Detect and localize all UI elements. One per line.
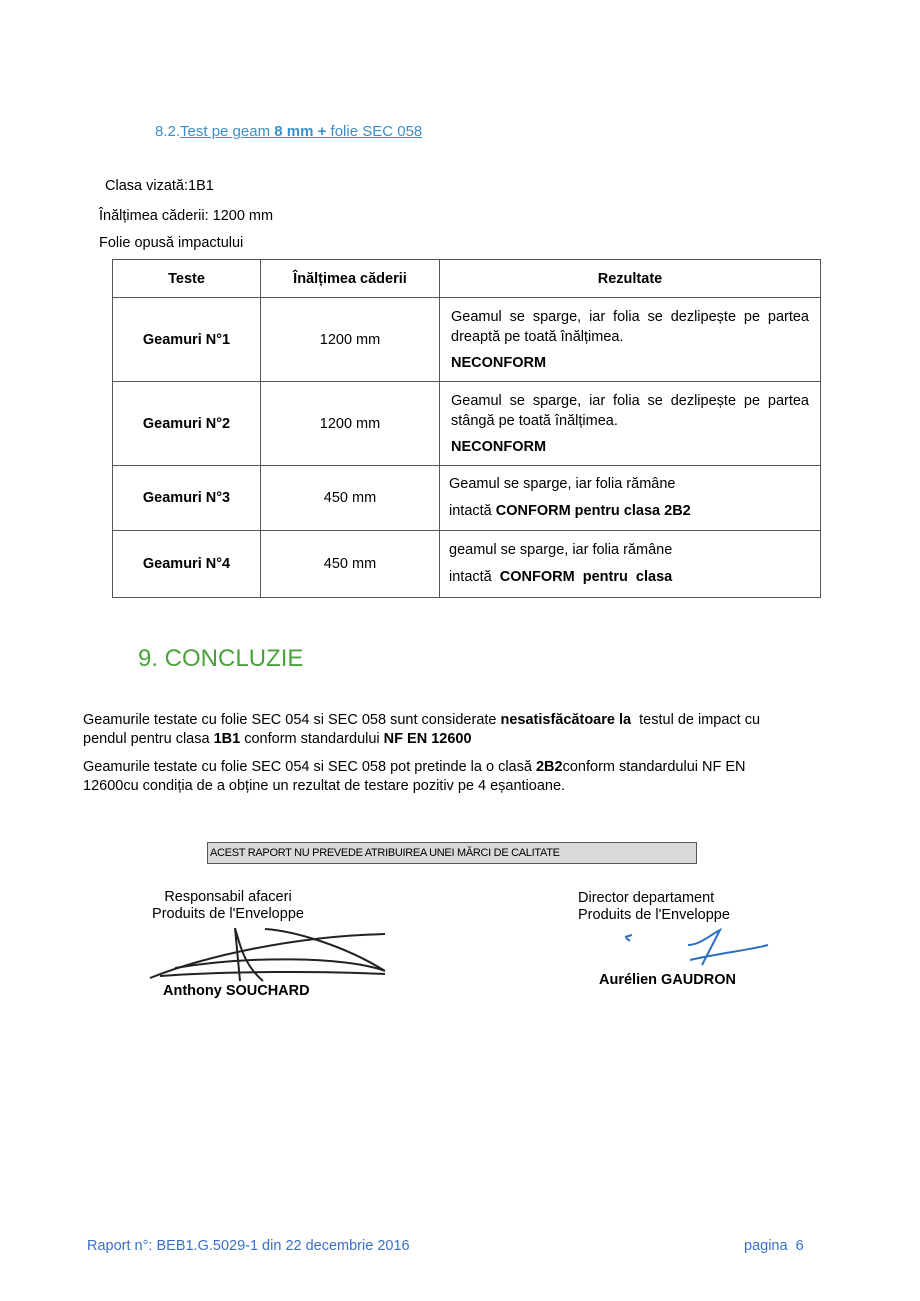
cell-test: Geamuri N°3 <box>113 466 261 531</box>
conclusion-paragraph-2: Geamurile testate cu folie SEC 054 si SEC 058 pot pretinde la o clasă 2B2conform standardului NF EN 12600cu condiția de a obține un rezultat de testare pozitiv pe 4 eșantioane. <box>83 759 746 794</box>
cell-result: Geamul se sparge, iar folia se dezlipește pe partea dreaptă pe toată înălțimea. NECONFORM <box>440 298 821 382</box>
signature-left-image <box>145 926 390 984</box>
signature-right-image <box>620 925 770 970</box>
drop-height: Înălțimea căderii: 1200 mm <box>99 208 274 224</box>
cell-result: geamul se sparge, iar folia rămâne intactă CONFORM pentru clasa <box>440 531 821 598</box>
quality-mark-notice: ACEST RAPORT NU PREVEDE ATRIBUIREA UNEI MĂRCI DE CALITATE <box>207 842 697 864</box>
signer-name-left: Anthony SOUCHARD <box>163 983 310 999</box>
footer-page-number: pagina 6 <box>744 1238 804 1254</box>
results-table <box>112 259 821 598</box>
cell-height: 1200 mm <box>261 382 440 466</box>
header-results: Rezultate <box>440 260 821 298</box>
conclusion-heading: 9. CONCLUZIE <box>138 645 304 672</box>
section-heading <box>155 123 422 140</box>
signer-name-right: Aurélien GAUDRON <box>599 972 736 988</box>
table-row <box>113 531 821 598</box>
table-row <box>113 466 821 531</box>
signer-department: Produits de l'Enveloppe <box>578 907 730 923</box>
signer-role: Director departament <box>578 890 715 906</box>
cell-result: Geamul se sparge, iar folia se dezlipește pe partea stângă pe toată înălțimea. NECONFORM <box>440 382 821 466</box>
cell-test: Geamuri N°4 <box>113 531 261 598</box>
cell-test: Geamuri N°2 <box>113 382 261 466</box>
footer-report-number: Raport n°: BEB1.G.5029-1 din 22 decembrie 2016 <box>87 1238 410 1254</box>
header-tests: Teste <box>113 260 261 298</box>
signer-department: Produits de l'Enveloppe <box>152 906 304 922</box>
signature-block-right <box>578 890 730 924</box>
cell-test: Geamuri N°1 <box>113 298 261 382</box>
film-position: Folie opusă impactului <box>99 235 244 251</box>
cell-height: 450 mm <box>261 531 440 598</box>
table-row <box>113 382 821 466</box>
table-row <box>113 298 821 382</box>
cell-result: Geamul se sparge, iar folia rămâne intactă CONFORM pentru clasa 2B2 <box>440 466 821 531</box>
section-title: Test pe geam 8 mm + folie SEC 058 <box>180 123 423 140</box>
conclusion-paragraph-1: Geamurile testate cu folie SEC 054 si SEC 058 sunt considerate nesatisfăcătoare la testul de impact cu pendul pentru clasa 1B1 conform standardului NF EN 12600 <box>83 712 765 747</box>
signature-block-left <box>146 889 310 923</box>
header-height: Înălțimea căderii <box>261 260 440 298</box>
target-class: Clasa vizată:1B1 <box>105 178 214 194</box>
cell-height: 450 mm <box>261 466 440 531</box>
signer-role: Responsabil afaceri <box>164 889 292 905</box>
section-number: 8.2. <box>155 123 181 140</box>
cell-height: 1200 mm <box>261 298 440 382</box>
table-header <box>113 260 821 298</box>
